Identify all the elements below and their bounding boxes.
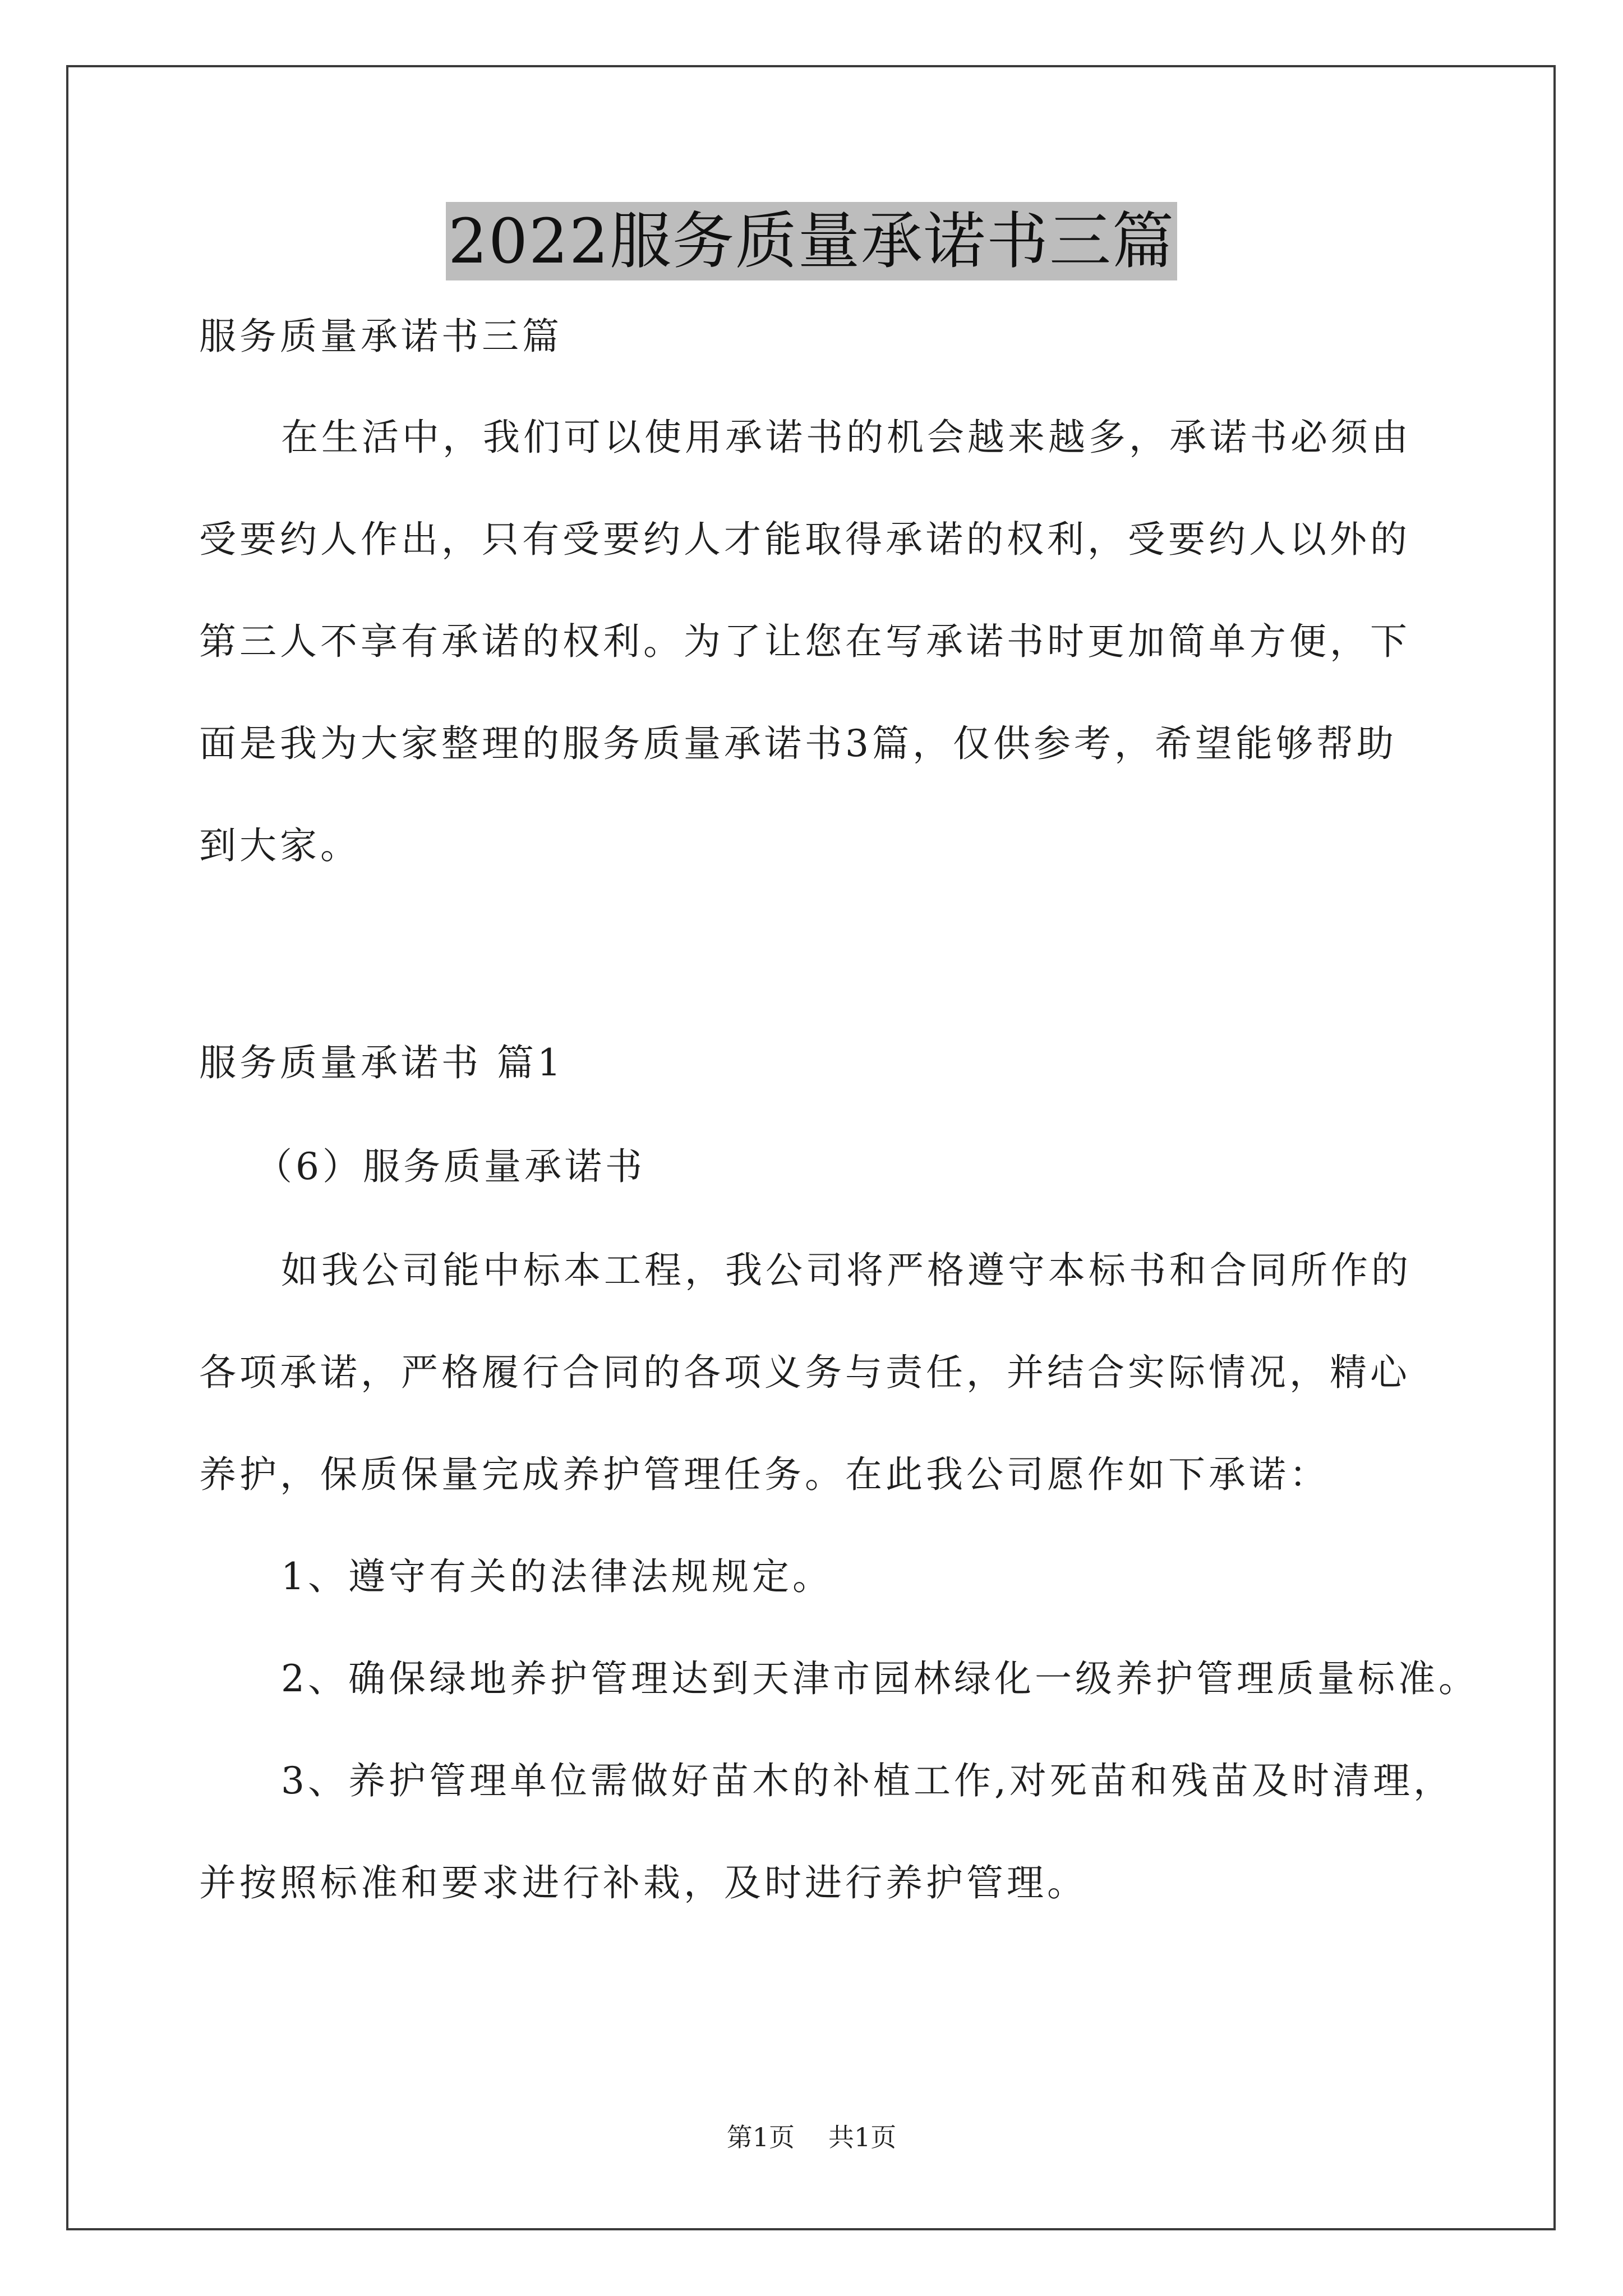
intro-line-3: 第三人不享有承诺的权利。为了让您在写承诺书时更加简单方便，下 bbox=[199, 620, 1410, 663]
body-line-3: 养护，保质保量完成养护管理任务。在此我公司愿作如下承诺： bbox=[199, 1453, 1330, 1496]
body-line-4: 1、遵守有关的法律法规规定。 bbox=[281, 1555, 833, 1598]
body-line-6: 3、养护管理单位需做好苗木的补植工作,对死苗和残苗及时清理， bbox=[281, 1759, 1454, 1802]
page-number-total: 共1页 bbox=[828, 2122, 897, 2152]
intro-line-4: 面是我为大家整理的服务质量承诺书3篇，仅供参考，希望能够帮助 bbox=[199, 722, 1397, 765]
body-line-5: 2、确保绿地养护管理达到天津市园林绿化一级养护管理质量标准。 bbox=[281, 1657, 1479, 1700]
intro-line-5: 到大家。 bbox=[199, 824, 361, 867]
title-container bbox=[0, 202, 1623, 280]
body-line-2: 各项承诺，严格履行合同的各项义务与责任，并结合实际情况，精心 bbox=[199, 1351, 1410, 1394]
body-line-7: 并按照标准和要求进行补栽，及时进行养护管理。 bbox=[199, 1861, 1087, 1904]
subheading: （6）服务质量承诺书 bbox=[255, 1145, 645, 1188]
body-line-1: 如我公司能中标本工程，我公司将严格遵守本标书和合同所作的 bbox=[281, 1249, 1412, 1292]
page-number-current: 第1页 bbox=[726, 2122, 795, 2152]
intro-line-2: 受要约人作出，只有受要约人才能取得承诺的权利，受要约人以外的 bbox=[199, 518, 1410, 561]
intro-line-1: 在生活中，我们可以使用承诺书的机会越来越多，承诺书必须由 bbox=[281, 416, 1412, 459]
section-heading: 服务质量承诺书三篇 bbox=[199, 315, 562, 358]
section1-heading: 服务质量承诺书 篇1 bbox=[199, 1041, 564, 1084]
page-footer bbox=[0, 2120, 1623, 2154]
document-title: 2022服务质量承诺书三篇 bbox=[446, 202, 1177, 280]
